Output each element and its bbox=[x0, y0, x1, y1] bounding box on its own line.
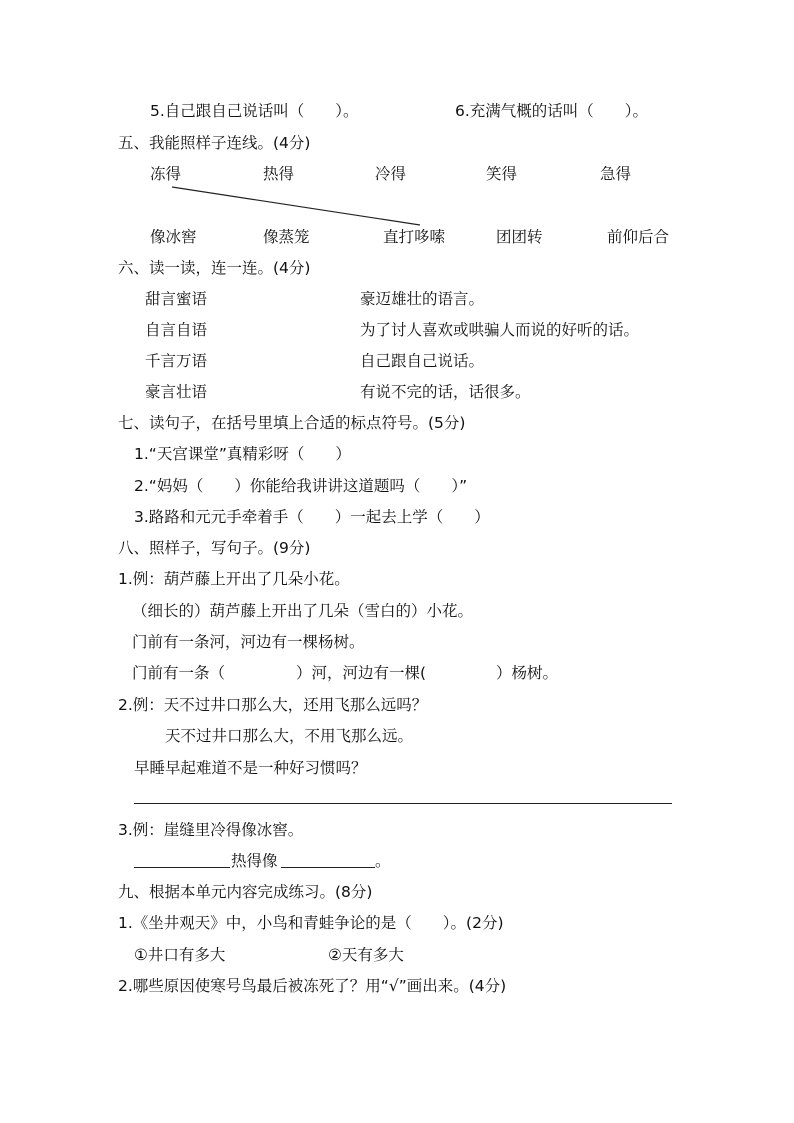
match-top-word: 冻得 bbox=[150, 165, 182, 183]
punctuation-item: 1.“天宫课堂”真精彩呀（ ） bbox=[134, 445, 351, 463]
idiom-left: 千言万语 bbox=[145, 352, 208, 370]
q2-model: 天不过井口那么大，不用飞那么远。 bbox=[165, 727, 414, 745]
q3-mid: 热得像 bbox=[231, 852, 278, 870]
idiom-left: 豪言壮语 bbox=[145, 383, 208, 401]
q2-example: 2.例：天不过井口那么大，还用飞那么远吗？ bbox=[118, 696, 428, 714]
blank-line[interactable] bbox=[281, 867, 375, 868]
meaning-right: 豪迈雄壮的语言。 bbox=[360, 290, 485, 308]
q1-model: （细长的）葫芦藤上开出了几朵（雪白的）小花。 bbox=[132, 602, 474, 620]
meaning-right: 有说不完的话，话很多。 bbox=[360, 383, 531, 401]
q3-example: 3.例：崖缝里冷得像冰窖。 bbox=[118, 821, 304, 839]
match-bottom-word: 直打哆嗦 bbox=[383, 228, 446, 246]
section-9-title: 九、根据本单元内容完成练习。(8分) bbox=[118, 883, 373, 901]
q1-fill-a: 门前有一条（ bbox=[132, 664, 226, 682]
section-7-title: 七、读句子，在括号里填上合适的标点符号。(5分) bbox=[118, 414, 466, 432]
match-top-word: 笑得 bbox=[486, 165, 518, 183]
blank-line[interactable] bbox=[134, 867, 230, 868]
q3-end: 。 bbox=[375, 852, 391, 870]
match-top-word: 热得 bbox=[263, 165, 295, 183]
option-2: ②天有多大 bbox=[328, 946, 404, 964]
match-bottom-word: 像蒸笼 bbox=[263, 228, 310, 246]
punctuation-item: 2.“妈妈（ ）你能给我讲讲这道题吗（ ）” bbox=[134, 477, 468, 495]
punctuation-item: 3.路路和元元手牵着手（ ）一起去上学（ ） bbox=[134, 508, 490, 526]
match-top-word: 冷得 bbox=[375, 165, 407, 183]
section-6-title: 六、读一读，连一连。(4分) bbox=[118, 259, 311, 277]
match-bottom-word: 像冰窖 bbox=[150, 228, 197, 246]
section-8-title: 八、照样子，写句子。(9分) bbox=[118, 539, 311, 557]
q1-fill-b: ）河，河边有一棵( bbox=[296, 664, 427, 682]
idiom-left: 甜言蜜语 bbox=[145, 290, 208, 308]
idiom-left: 自言自语 bbox=[145, 321, 208, 339]
meaning-right: 自己跟自己说话。 bbox=[360, 352, 485, 370]
match-bottom-word: 团团转 bbox=[496, 228, 543, 246]
q1-fill-c: ）杨树。 bbox=[496, 664, 559, 682]
question-6: 6.充满气概的话叫（ ）。 bbox=[455, 102, 649, 120]
answer-line[interactable] bbox=[134, 803, 672, 804]
s9-question-2: 2.哪些原因使寒号鸟最后被冻死了？用“√”画出来。(4分) bbox=[118, 977, 507, 995]
option-1: ①井口有多大 bbox=[134, 946, 226, 964]
section-5-title: 五、我能照样子连线。(4分) bbox=[118, 134, 311, 152]
q1-given: 门前有一条河，河边有一棵杨树。 bbox=[132, 633, 365, 651]
question-5: 5.自己跟自己说话叫（ ）。 bbox=[150, 102, 359, 120]
meaning-right: 为了讨人喜欢或哄骗人而说的好听的话。 bbox=[360, 321, 640, 339]
s9-question-1: 1.《坐井观天》中，小鸟和青蛙争论的是（ ）。(2分) bbox=[118, 914, 504, 932]
match-top-word: 急得 bbox=[600, 165, 632, 183]
q2-given: 早睡早起难道不是一种好习惯吗？ bbox=[134, 759, 367, 777]
match-bottom-word: 前仰后合 bbox=[607, 228, 670, 246]
q1-example: 1.例：葫芦藤上开出了几朵小花。 bbox=[118, 570, 350, 588]
